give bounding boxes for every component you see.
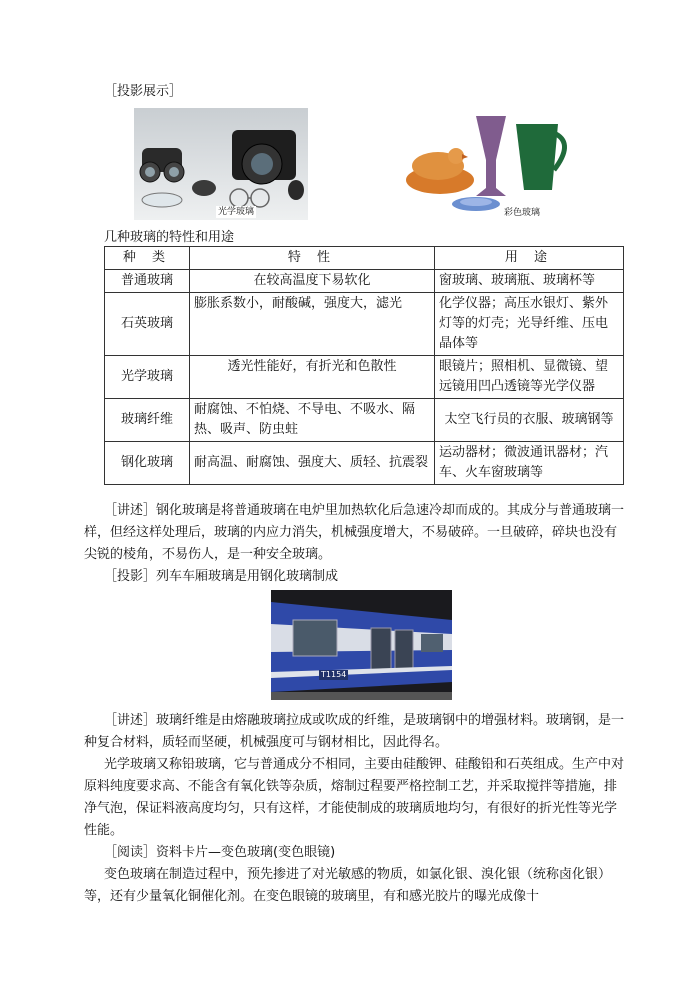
cell-property: 在较高温度下易软化 xyxy=(190,270,435,293)
train-photo xyxy=(271,590,452,700)
cell-property: 耐高温、耐腐蚀、强度大、质轻、抗震裂 xyxy=(190,442,435,485)
projection-heading: ［投影展示］ xyxy=(104,84,183,99)
cell-use: 窗玻璃、玻璃瓶、玻璃杯等 xyxy=(435,270,624,293)
header-type: 种 类 xyxy=(105,247,190,270)
cell-use: 眼镜片；照相机、显微镜、望远镜用凹凸透镜等光学仪器 xyxy=(435,356,624,399)
table-title: 几种玻璃的特性和用途 xyxy=(104,230,235,245)
train-number-plate: T1154 xyxy=(321,670,347,679)
cell-type: 钢化玻璃 xyxy=(105,442,190,485)
table-row xyxy=(105,293,624,356)
train-illustration xyxy=(271,590,452,700)
cell-use: 化学仪器；高压水银灯、紫外灯等的灯壳；光导纤维、压电晶体等 xyxy=(435,293,624,356)
cell-use: 太空飞行员的衣服、玻璃钢等 xyxy=(435,399,624,442)
header-use: 用 途 xyxy=(435,247,624,270)
cell-type: 普通玻璃 xyxy=(105,270,190,293)
table-row xyxy=(105,356,624,399)
cell-type: 石英玻璃 xyxy=(105,293,190,356)
optical-glass-caption: 光学玻璃 xyxy=(218,207,255,217)
table-row xyxy=(105,399,624,442)
glass-fiber-paragraph: ［讲述］玻璃纤维是由熔融玻璃拉成或吹成的纤维，是玻璃钢中的增强材料。玻璃钢，是一种复合材料，质轻而坚硬，机械强度可与钢材相比，因此得名。 xyxy=(84,713,625,750)
table-header-row xyxy=(105,247,624,270)
cell-type: 光学玻璃 xyxy=(105,356,190,399)
optical-glass-photo xyxy=(134,108,308,220)
tempered-glass-paragraph: ［讲述］钢化玻璃是将普通玻璃在电炉里加热软化后急速冷却而成的。其成分与普通玻璃一样，但经这样处理后，玻璃的内应力消失，机械强度增大，不易破碎。一旦破碎，碎块也没有尖锐的棱角，不易伤人，是一种安全玻璃。 xyxy=(84,503,625,562)
optical-glass-illustration xyxy=(134,108,308,220)
table-row xyxy=(105,442,624,485)
cell-property: 耐腐蚀、不怕烧、不导电、不吸水、隔热、吸声、防虫蛀 xyxy=(190,399,435,442)
colored-glass-caption: 彩色玻璃 xyxy=(504,208,541,218)
reading-card-title: ［阅读］资料卡片—变色玻璃(变色眼镜) xyxy=(104,845,336,860)
cell-property: 透光性能好，有折光和色散性 xyxy=(190,356,435,399)
train-projection-caption: ［投影］列车车厢玻璃是用钢化玻璃制成 xyxy=(104,569,339,584)
optical-glass-paragraph: 光学玻璃又称铅玻璃，它与普通成分不相同，主要由硅酸钾、硅酸铅和石英组成。生产中对原料纯度要求高、不能含有氧化铁等杂质，熔制过程要严格控制工艺，并采取搅拌等措施，排净气泡，保证料液高度均匀，只有这样，才能使制成的玻璃质地均匀，有很好的折光性等光学性能。 xyxy=(84,757,625,838)
table-row xyxy=(105,270,624,293)
cell-use: 运动器材；微波通讯器材；汽车、火车窗玻璃等 xyxy=(435,442,624,485)
colored-glass-illustration xyxy=(398,110,592,220)
photochromic-glass-paragraph: 变色玻璃在制造过程中，预先掺进了对光敏感的物质，如氯化银、溴化银（统称卤化银）等，还有少量氧化铜催化剂。在变色眼镜的玻璃里，有和感光胶片的曝光成像十 xyxy=(84,867,612,904)
cell-type: 玻璃纤维 xyxy=(105,399,190,442)
glass-properties-table xyxy=(104,246,624,485)
colored-glass-photo xyxy=(398,110,592,220)
cell-property: 膨胀系数小，耐酸碱，强度大，滤光 xyxy=(190,293,435,356)
header-property: 特 性 xyxy=(190,247,435,270)
